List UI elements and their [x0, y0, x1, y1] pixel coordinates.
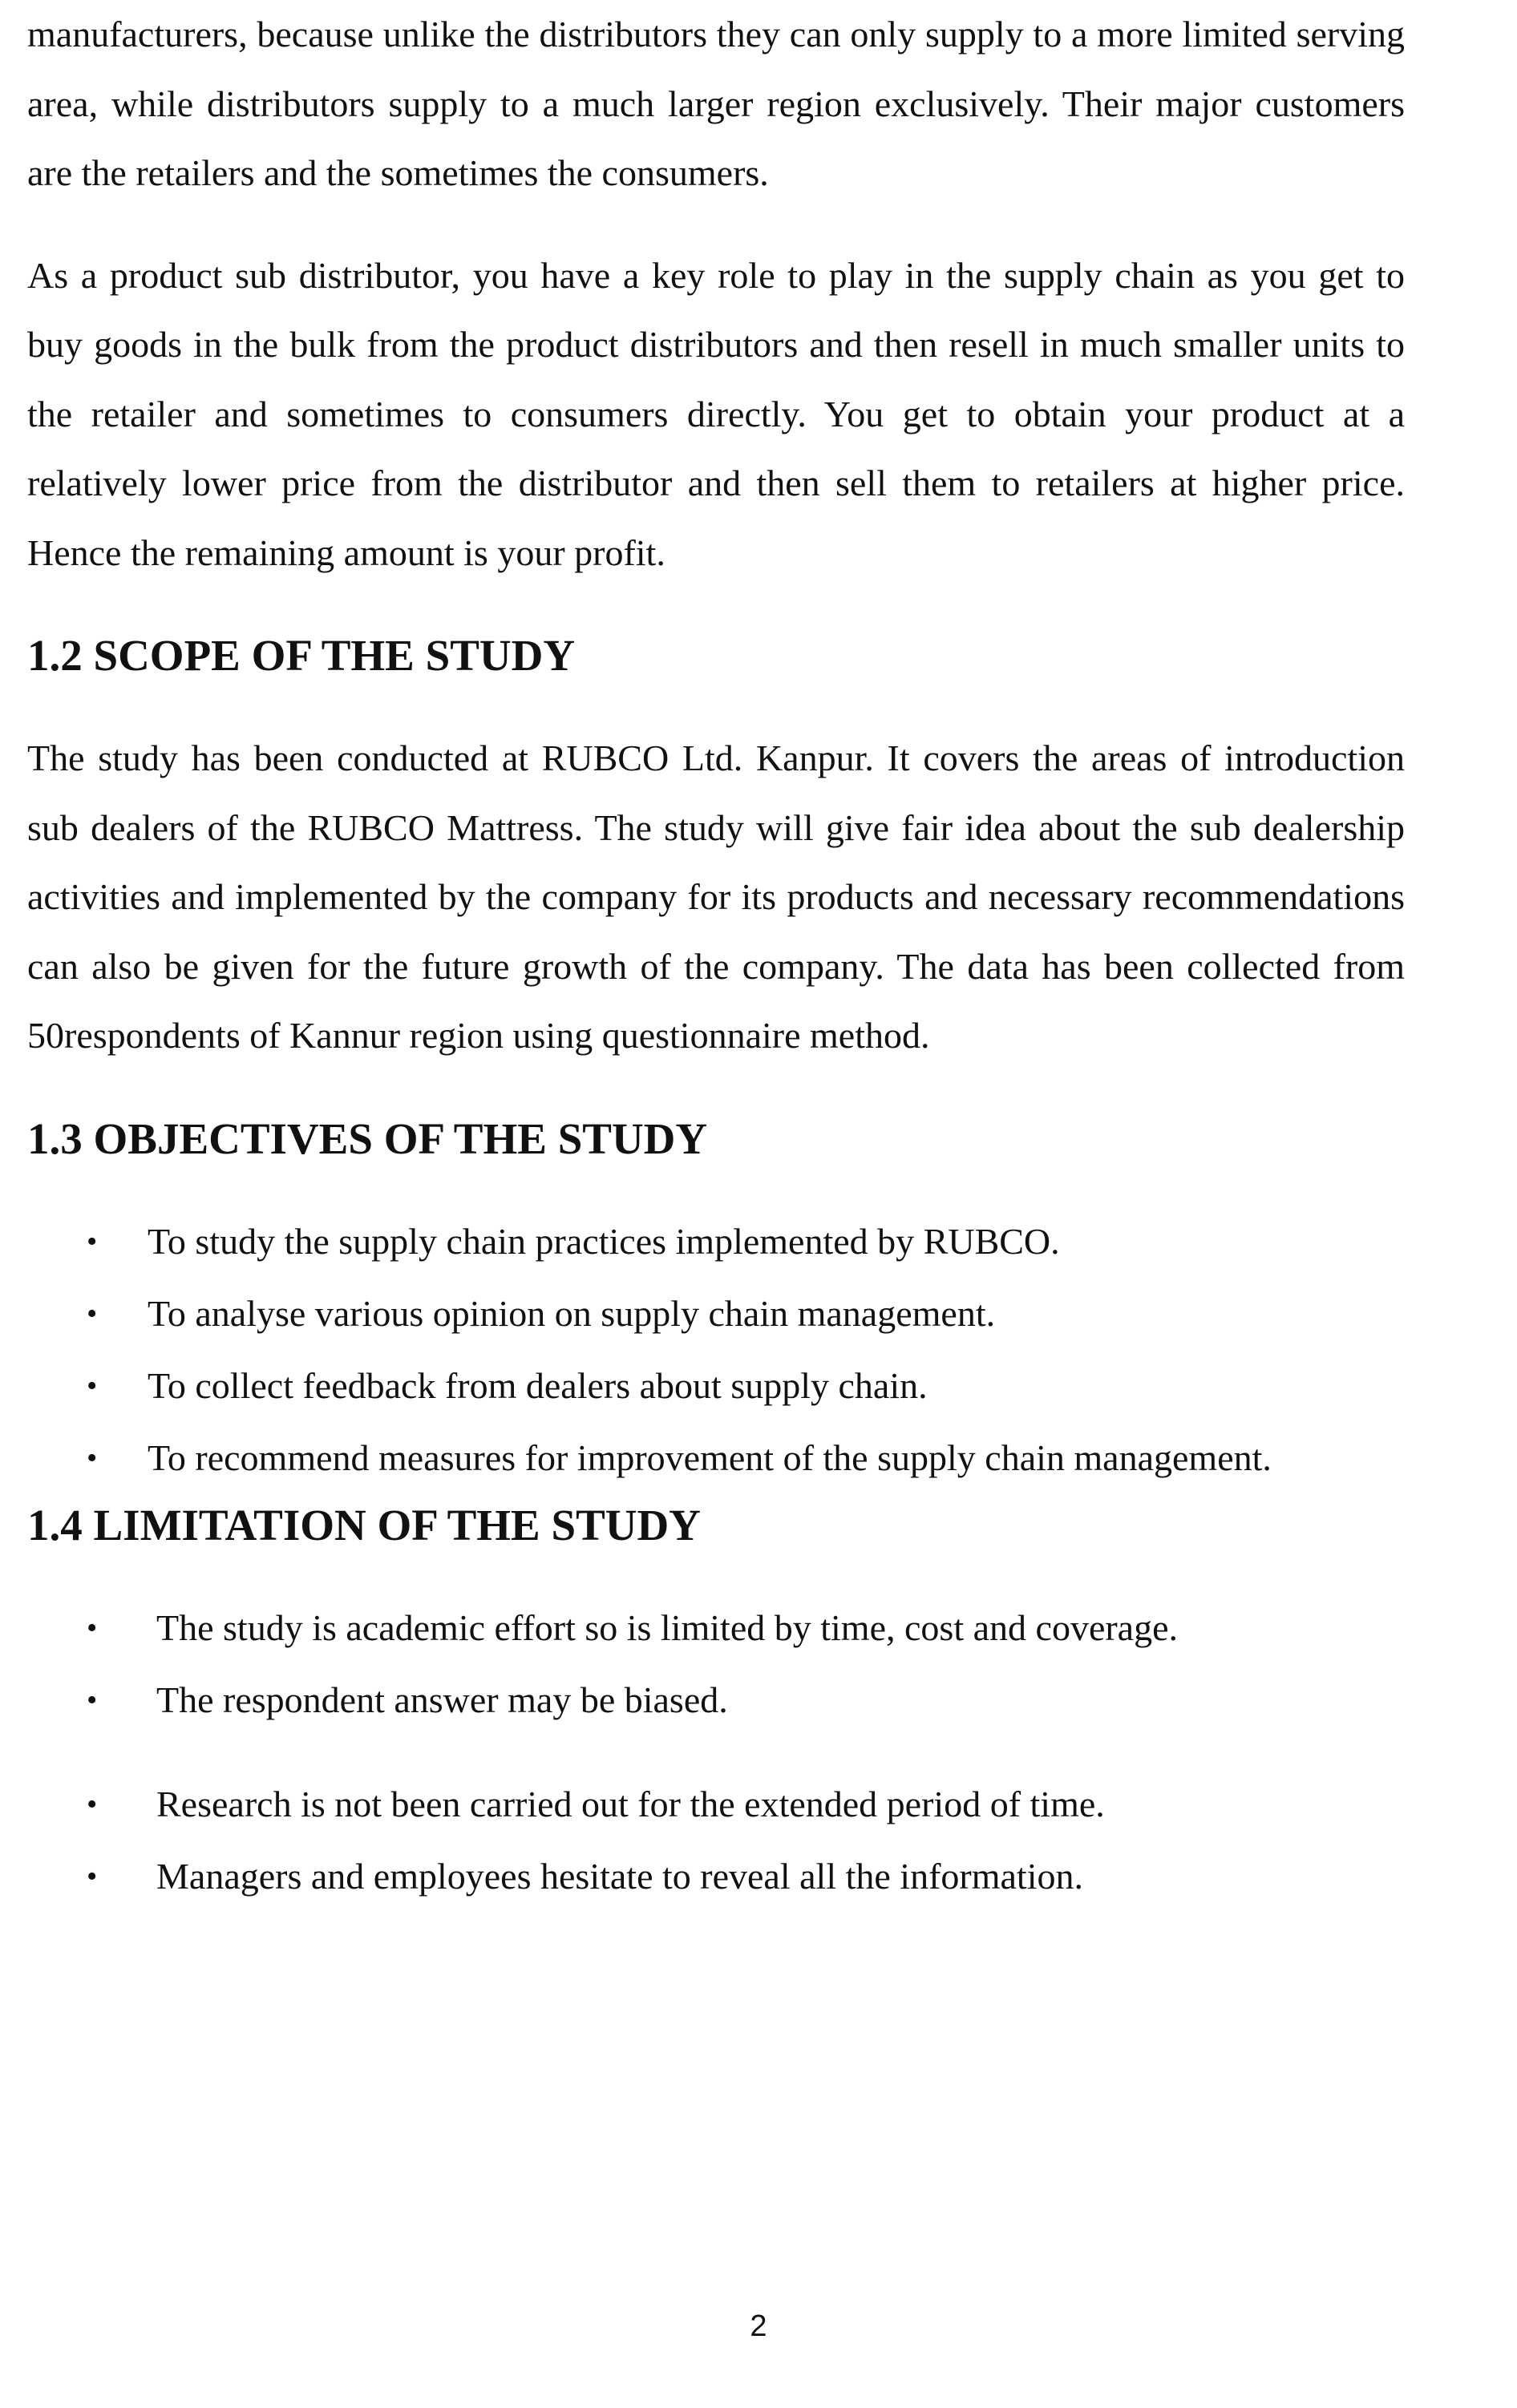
bullet-icon: • [87, 1440, 98, 1475]
limitation-item [27, 1840, 1405, 1913]
limitation-text: The respondent answer may be biased. [156, 1679, 728, 1720]
limitation-text: Research is not been carried out for the extended period of time. [156, 1783, 1105, 1824]
objective-item [27, 1422, 1405, 1494]
limitation-item [27, 1768, 1405, 1840]
intro-continued-paragraph: manufacturers, because unlike the distributors they can only supply to a more limited serving area, while distributors supply to a much larger region exclusively. Their major customers are the retailers and the sometimes the consumers. [27, 14, 1405, 193]
limitations-heading: 1.4 LIMITATION OF THE STUDY [27, 1500, 701, 1549]
bullet-icon: • [87, 1787, 98, 1821]
bullet-icon: • [87, 1368, 98, 1403]
bullet-icon: • [87, 1683, 98, 1717]
objective-item [27, 1350, 1405, 1422]
objectives-list [27, 1206, 1405, 1494]
limitation-item [27, 1592, 1405, 1664]
limitation-text: Managers and employees hesitate to reveal all the information. [156, 1855, 1083, 1897]
bullet-icon: • [87, 1296, 98, 1331]
limitation-text: The study is academic effort so is limited by time, cost and coverage. [156, 1606, 1179, 1648]
sub-distributor-paragraph: As a product sub distributor, you have a key role to play in the supply chain as you get to buy goods in the bulk from the product distributors and then resell in much smaller units to the retailer and sometimes to consumers directly. You get to obtain your product at a relatively lower price from the distributor and then sell them to retailers at higher price. Hence the remaining amount is your profit. [27, 254, 1405, 573]
bullet-icon: • [87, 1859, 98, 1893]
scope-heading: 1.2 SCOPE OF THE STUDY [27, 631, 576, 680]
objective-item [27, 1278, 1405, 1350]
objective-text: To recommend measures for improvement of the supply chain management. [148, 1436, 1272, 1478]
scope-paragraph: The study has been conducted at RUBCO Ltd. Kanpur. It covers the areas of introduction sub dealers of the RUBCO Mattress. The study will give fair idea about the sub dealership activities and implemented by the company for its products and necessary recommendations can also be given for the future growth of the company. The data has been collected from 50respondents of Kannur region using questionnaire method. [27, 737, 1405, 1056]
objective-text: To analyse various opinion on supply chain management. [148, 1292, 996, 1334]
objective-text: To study the supply chain practices implemented by RUBCO. [148, 1220, 1060, 1262]
bullet-icon: • [87, 1610, 98, 1645]
document-page [27, 0, 1405, 1913]
objectives-heading: 1.3 OBJECTIVES OF THE STUDY [27, 1113, 708, 1163]
objective-item [27, 1206, 1405, 1278]
objective-text: To collect feedback from dealers about supply chain. [148, 1364, 928, 1406]
bullet-icon: • [87, 1224, 98, 1259]
limitation-item [27, 1664, 1405, 1736]
limitations-list [27, 1592, 1405, 1913]
page-number: 2 [750, 2309, 767, 2343]
